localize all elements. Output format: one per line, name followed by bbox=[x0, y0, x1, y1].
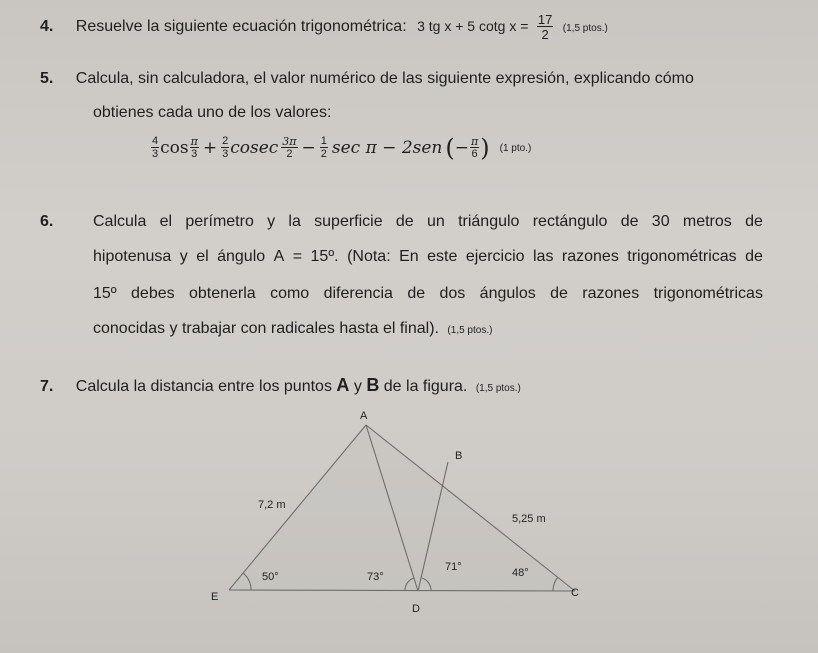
vertex-D-label: D bbox=[412, 603, 420, 615]
vertex-C-label: C bbox=[571, 587, 579, 599]
vertex-B-label: B bbox=[455, 450, 463, 462]
question-6-word: de bbox=[745, 248, 763, 265]
question-number: 7. bbox=[40, 378, 54, 395]
frac-num: π bbox=[471, 135, 479, 148]
frac-num: 4 bbox=[152, 135, 159, 147]
question-6-word: 30 bbox=[651, 213, 670, 230]
vertex-A-label: A bbox=[360, 410, 368, 422]
question-6-word: dos bbox=[439, 285, 466, 302]
question-6-word: ángulos bbox=[479, 285, 536, 302]
point-b-label: B bbox=[366, 375, 380, 395]
frac-den: 3 bbox=[152, 148, 159, 160]
question-5-line-2: obtienes cada uno de los valores: bbox=[93, 104, 332, 121]
length-BC-label: 5,25 m bbox=[512, 513, 546, 525]
frac-num: 2 bbox=[222, 135, 229, 147]
right-paren: ) bbox=[480, 134, 490, 162]
frac-den: 2 bbox=[320, 148, 327, 160]
points-label: (1 pto.) bbox=[499, 142, 532, 154]
question-number: 6. bbox=[40, 213, 54, 230]
question-6-word: la bbox=[288, 213, 301, 230]
question-6-word: hipotenusa bbox=[93, 248, 172, 265]
question-6-word: A bbox=[273, 248, 285, 265]
question-6-word: el bbox=[196, 248, 209, 265]
question-text: Calcula, sin calculadora, el valor numérico de las siguiente expresión, explicando cómo bbox=[75, 70, 694, 87]
operator-plus: + bbox=[202, 138, 218, 158]
question-6-word: de bbox=[407, 285, 426, 302]
question-6-word: En bbox=[399, 248, 419, 265]
question-6-word: rectángulo bbox=[532, 213, 608, 230]
question-6-word: y bbox=[267, 213, 276, 230]
angle-E-label: 50° bbox=[262, 571, 279, 583]
question-6-word: = bbox=[292, 248, 303, 265]
question-6-word: de bbox=[395, 213, 414, 230]
question-6-word: las bbox=[532, 248, 554, 265]
angle-C-label: 48° bbox=[512, 567, 529, 579]
question-text-end: de la figura. bbox=[383, 378, 468, 395]
term-cosec: cosec bbox=[230, 138, 279, 158]
vertex-E-label: E bbox=[211, 591, 219, 603]
question-6-word: razones bbox=[582, 285, 640, 302]
frac-num: 1 bbox=[320, 135, 327, 147]
question-text: Resuelve la siguiente ecuación trigonométrica: bbox=[75, 18, 407, 36]
fraction-denominator: 2 bbox=[541, 27, 549, 42]
question-6-word: ejercicio bbox=[465, 248, 525, 265]
left-paren: ( bbox=[445, 134, 455, 162]
negative-sign: − bbox=[454, 138, 469, 158]
point-a-label: A bbox=[336, 375, 350, 395]
question-text: conocidas y trabajar con radicales hasta el final). bbox=[93, 320, 439, 337]
question-6-word: 15º. bbox=[310, 248, 339, 265]
frac-num: 3π bbox=[282, 135, 297, 148]
question-6-word: de bbox=[745, 213, 763, 230]
question-6-word: un bbox=[426, 213, 445, 230]
question-6-word: este bbox=[427, 248, 458, 265]
equation-lhs: 3 tg x + 5 cotg x = bbox=[417, 18, 529, 35]
question-6-word: como bbox=[270, 285, 310, 302]
question-number: 5. bbox=[40, 70, 54, 87]
angle-BDC-label: 71° bbox=[445, 561, 462, 573]
question-6-word: debes bbox=[131, 285, 175, 302]
frac-den: 3 bbox=[222, 148, 229, 160]
question-6-word: de bbox=[620, 213, 639, 230]
question-6-word: ángulo bbox=[217, 248, 266, 265]
question-6-word: perímetro bbox=[185, 213, 254, 230]
question-6-word: Calcula bbox=[93, 213, 147, 230]
question-6-word: (Nota: bbox=[347, 248, 391, 265]
question-6-word: trigonométricas bbox=[627, 248, 737, 265]
frac-den: 3 bbox=[191, 148, 198, 160]
question-6-word: trigonométricas bbox=[653, 285, 763, 302]
term-sec-sen: sec π − 2sen bbox=[331, 138, 443, 158]
frac-den: 6 bbox=[471, 148, 478, 160]
angle-ADE-label: 73° bbox=[367, 571, 384, 583]
length-EA-label: 7,2 m bbox=[258, 499, 286, 511]
question-6-word: de bbox=[550, 285, 568, 302]
question-6-word: razones bbox=[561, 248, 619, 265]
operator-minus: − bbox=[301, 138, 316, 158]
question-number: 4. bbox=[40, 18, 54, 36]
fraction-numerator: 17 bbox=[537, 12, 553, 27]
frac-num: π bbox=[190, 135, 198, 148]
question-6-word: obtenerla bbox=[188, 285, 256, 302]
points-label: (1,5 ptos.) bbox=[475, 383, 521, 394]
question-6-word: y bbox=[179, 248, 188, 265]
points-label: (1,5 ptos.) bbox=[562, 23, 608, 35]
question-text: Calcula la distancia entre los puntos bbox=[75, 378, 332, 395]
term-cos: cos bbox=[160, 138, 189, 158]
frac-den: 2 bbox=[286, 148, 293, 160]
question-6-word: diferencia bbox=[323, 285, 393, 302]
question-6-word: metros bbox=[682, 213, 732, 230]
conjunction: y bbox=[353, 378, 362, 395]
question-6-word: 15º bbox=[93, 285, 117, 302]
question-6-word: triángulo bbox=[458, 213, 520, 230]
question-6-word: el bbox=[159, 213, 173, 230]
points-label: (1,5 ptos.) bbox=[447, 325, 493, 336]
question-6-word: superficie bbox=[314, 213, 383, 230]
